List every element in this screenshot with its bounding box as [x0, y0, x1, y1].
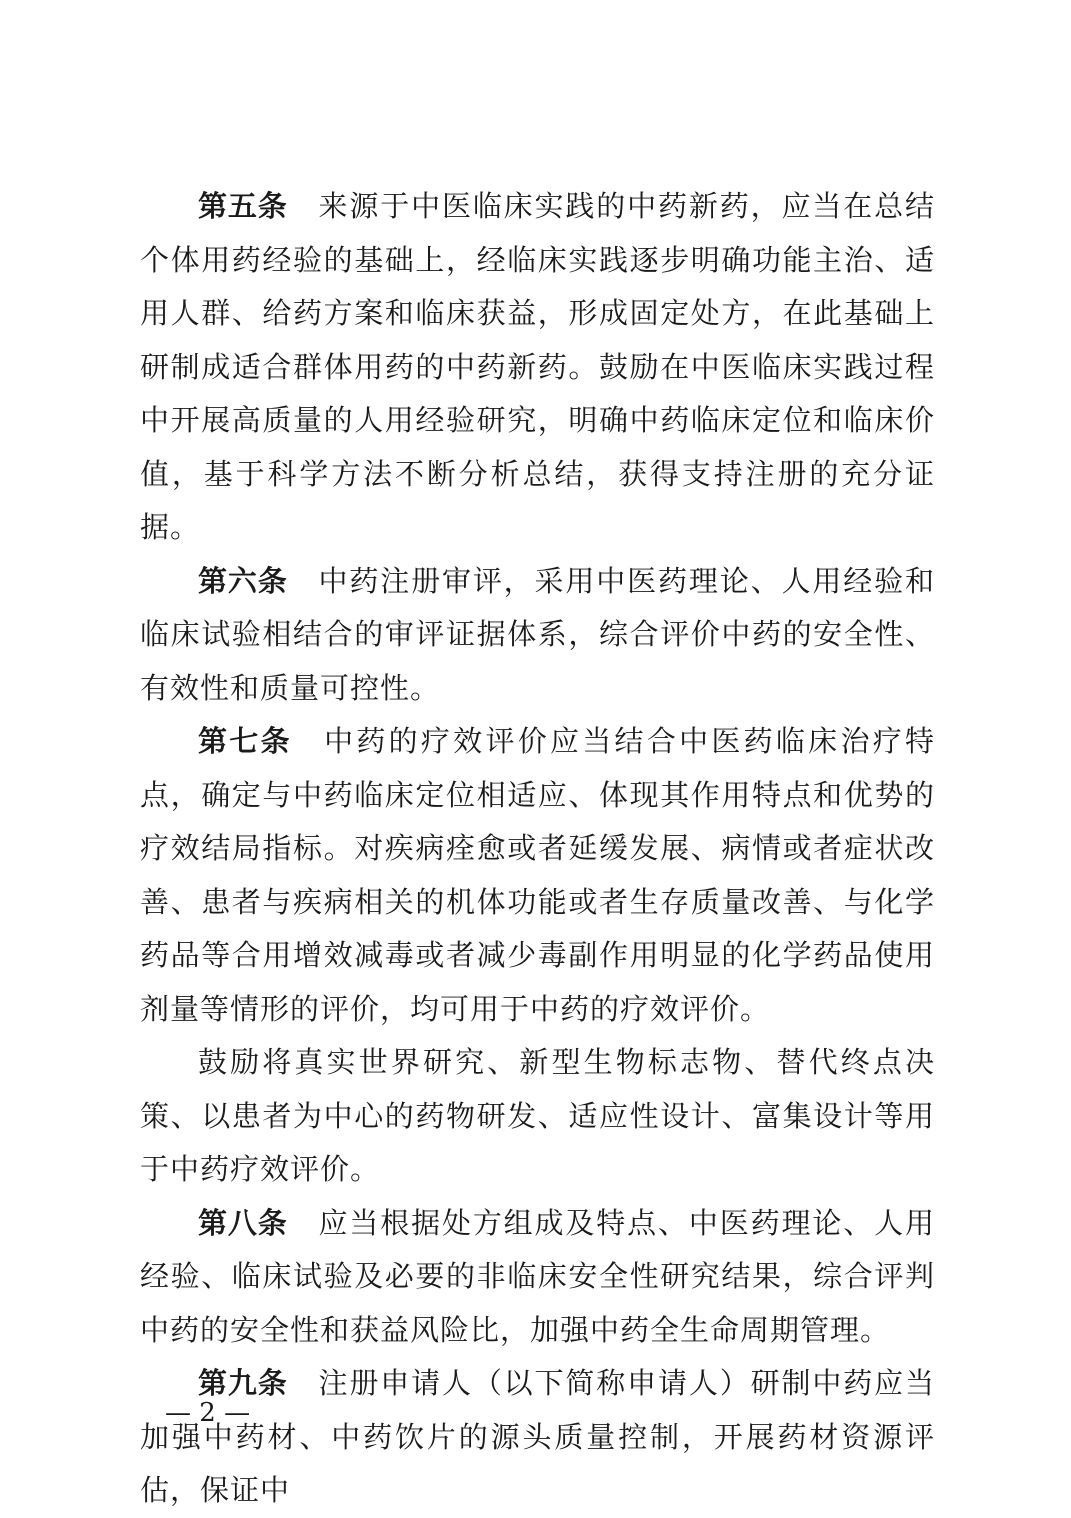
article-label: 第五条 — [198, 189, 288, 223]
article-7-paragraph — [140, 715, 935, 1036]
article-text: 中药的疗效评价应当结合中医药临床治疗特点，确定与中药临床定位相适应、体现其作用特点和优势的疗效结局指标。对疾病痊愈或者延缓发展、病情或者症状改善、患者与疾病相关的机体功能或者生存质量改善、与化学药品等合用增效减毒或者减少毒副作用明显的化学药品使用剂量等情形的评价，均可用于中药的疗效评价。 — [140, 724, 935, 1026]
article-label: 第九条 — [198, 1366, 288, 1400]
article-6-paragraph — [140, 555, 935, 716]
page-number: — 2 — — [165, 1398, 251, 1428]
article-5-paragraph — [140, 180, 935, 555]
article-text: 来源于中医临床实践的中药新药，应当在总结个体用药经验的基础上，经临床实践逐步明确功能主治、适用人群、给药方案和临床获益，形成固定处方，在此基础上研制成适合群体用药的中药新药。鼓励在中医临床实践过程中开展高质量的人用经验研究，明确中药临床定位和临床价值，基于科学方法不断分析总结，获得支持注册的充分证据。 — [140, 189, 935, 544]
article-9-paragraph — [140, 1357, 935, 1518]
article-label: 第七条 — [198, 724, 292, 758]
article-label: 第八条 — [198, 1205, 288, 1240]
article-text: 应当根据处方组成及特点、中医药理论、人用经验、临床试验及必要的非临床安全性研究结果，综合评判中药的安全性和获益风险比，加强中药全生命周期管理。 — [140, 1205, 935, 1347]
paragraph-text: 鼓励将真实世界研究、新型生物标志物、替代终点决策、以患者为中心的药物研发、适应性设计、富集设计等用于中药疗效评价。 — [140, 1045, 935, 1186]
article-8-paragraph — [140, 1197, 935, 1358]
article-text: 注册申请人（以下简称申请人）研制中药应当加强中药材、中药饮片的源头质量控制，开展药材资源评估，保证中 — [140, 1366, 935, 1507]
article-7-continuation-paragraph — [140, 1036, 935, 1197]
document-body — [140, 180, 935, 1518]
article-text: 中药注册审评，采用中医药理论、人用经验和临床试验相结合的审评证据体系，综合评价中药的安全性、有效性和质量可控性。 — [140, 563, 935, 705]
article-label: 第六条 — [198, 563, 288, 598]
